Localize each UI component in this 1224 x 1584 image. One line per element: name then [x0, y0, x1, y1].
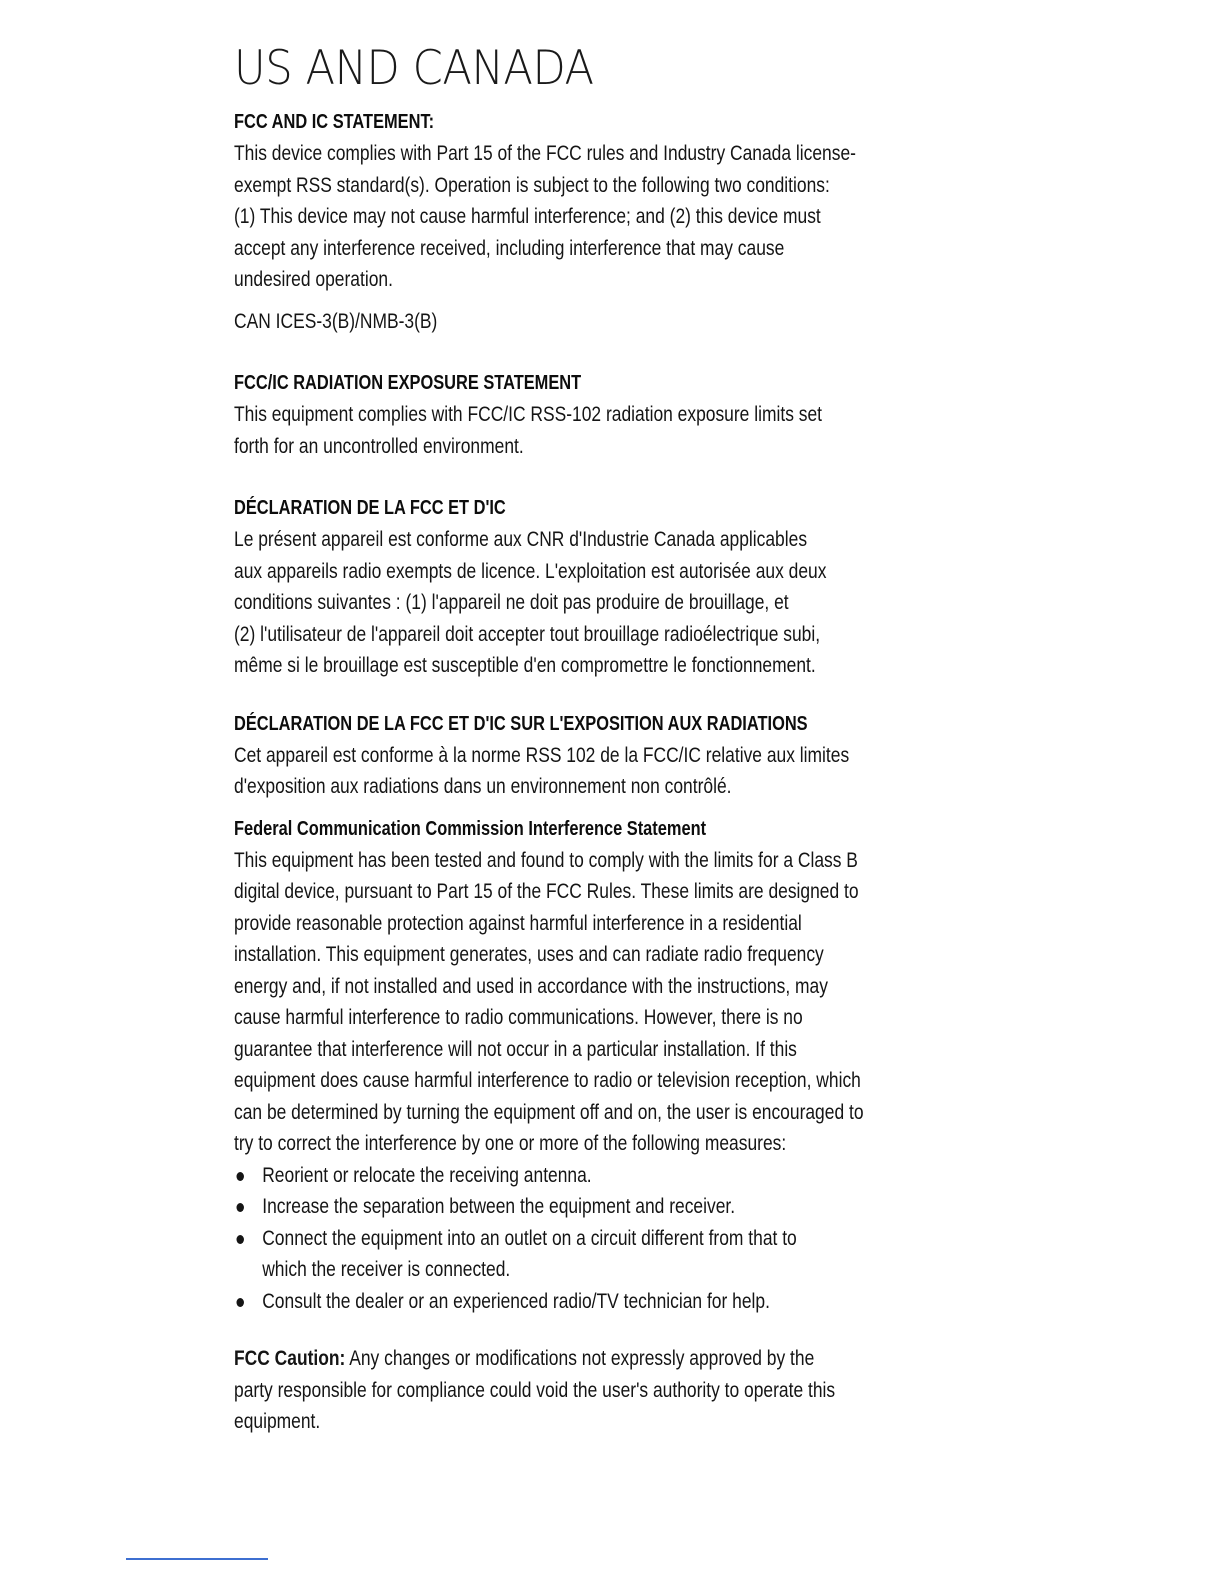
bullet-icon [236, 1172, 243, 1181]
radiation-exposure-body [234, 399, 981, 462]
list-item [234, 1160, 981, 1192]
ices-compliance-code: CAN ICES-3(B)/NMB-3(B) [234, 309, 438, 333]
list-item-text: Increase the separation between the equipment and receiver. [262, 1195, 736, 1218]
list-item [234, 1191, 981, 1223]
bullet-icon [236, 1203, 243, 1212]
declaration-radiation-fr-heading: DÉCLARATION DE LA FCC ET D'IC SUR L'EXPOSITION AUX RADIATIONS [234, 712, 808, 735]
text-line: This device complies with Part 15 of the FCC rules and Industry Canada license- [234, 142, 856, 165]
text-line: d'exposition aux radiations dans un environnement non contrôlé. [234, 775, 732, 798]
text-line: cause harmful interference to radio communications. However, there is no [234, 1006, 803, 1029]
list-item-text: Connect the equipment into an outlet on a circuit different from that to [262, 1226, 797, 1250]
text-line: même si le brouillage est susceptible d'en compromettre le fonctionnement. [234, 654, 816, 677]
declaration-fr-body [234, 524, 981, 682]
fcc-caution-body [234, 1343, 981, 1438]
fcc-ic-body [234, 138, 981, 337]
declaration-fr-heading: DÉCLARATION DE LA FCC ET D'IC [234, 497, 506, 519]
fcc-caution-label: FCC Caution: [234, 1347, 346, 1370]
page-title: US AND CANADA [234, 41, 594, 96]
text-line: aux appareils radio exempts de licence. L'exploitation est autorisée aux deux [234, 559, 827, 583]
text-line: Le présent appareil est conforme aux CNR d'Industrie Canada applicables [234, 528, 808, 551]
list-item-text: Reorient or relocate the receiving antenna. [262, 1163, 592, 1187]
text-line: try to correct the interference by one or more of the following measures: [234, 1132, 787, 1155]
text-line: accept any interference received, including interference that may cause [234, 236, 785, 260]
radiation-exposure-section [234, 367, 994, 462]
list-item [234, 1286, 981, 1318]
radiation-exposure-heading: FCC/IC RADIATION EXPOSURE STATEMENT [234, 372, 582, 394]
declaration-fr-section [234, 492, 994, 682]
footer-divider [126, 1558, 268, 1560]
fcc-caution-section [234, 1343, 994, 1438]
text-line: exempt RSS standard(s). Operation is subject to the following two conditions: [234, 173, 830, 197]
interference-statement-section [234, 813, 994, 1318]
text-line: can be determined by turning the equipment off and on, the user is encouraged to [234, 1100, 864, 1124]
interference-statement-body [234, 845, 981, 1318]
bullet-icon [236, 1235, 243, 1244]
text-line: party responsible for compliance could void the user's authority to operate this [234, 1378, 836, 1402]
text-line: guarantee that interference will not occur in a particular installation. If this [234, 1037, 797, 1061]
list-item-text: Consult the dealer or an experienced radio/TV technician for help. [262, 1289, 770, 1313]
text-line: This equipment has been tested and found to comply with the limits for a Class B [234, 848, 858, 872]
bullet-icon [236, 1298, 243, 1307]
measures-list [234, 1160, 981, 1318]
text-line: digital device, pursuant to Part 15 of the FCC Rules. These limits are designed to [234, 880, 859, 903]
text-line: conditions suivantes : (1) l'appareil ne doit pas produire de brouillage, et [234, 591, 789, 614]
text-line: energy and, if not installed and used in accordance with the instructions, may [234, 974, 828, 998]
text-line: This equipment complies with FCC/IC RSS-102 radiation exposure limits set [234, 403, 823, 426]
text-line: equipment does cause harmful interference to radio or television reception, which [234, 1069, 861, 1092]
declaration-radiation-fr-body [234, 740, 981, 803]
declaration-radiation-fr-section [234, 708, 994, 803]
text-line: equipment. [234, 1410, 321, 1433]
text-line: Cet appareil est conforme à la norme RSS 102 de la FCC/IC relative aux limites [234, 743, 850, 767]
text-line: (1) This device may not cause harmful interference; and (2) this device must [234, 205, 821, 228]
list-item-text: which the receiver is connected. [262, 1258, 511, 1281]
text-line: (2) l'utilisateur de l'appareil doit accepter tout brouillage radioélectrique subi, [234, 622, 821, 646]
document-page [234, 40, 994, 1438]
text-line: undesired operation. [234, 268, 393, 291]
text-line: installation. This equipment generates, uses and can radiate radio frequency [234, 943, 824, 966]
fcc-ic-heading: FCC AND IC STATEMENT: [234, 111, 435, 133]
text-line: forth for an uncontrolled environment. [234, 434, 524, 458]
text-line: Any changes or modifications not expressly approved by the [345, 1347, 815, 1370]
interference-statement-heading: Federal Communication Commission Interference Statement [234, 817, 707, 840]
text-line: provide reasonable protection against harmful interference in a residential [234, 911, 802, 935]
fcc-ic-statement-section [234, 106, 994, 337]
list-item [234, 1223, 981, 1286]
